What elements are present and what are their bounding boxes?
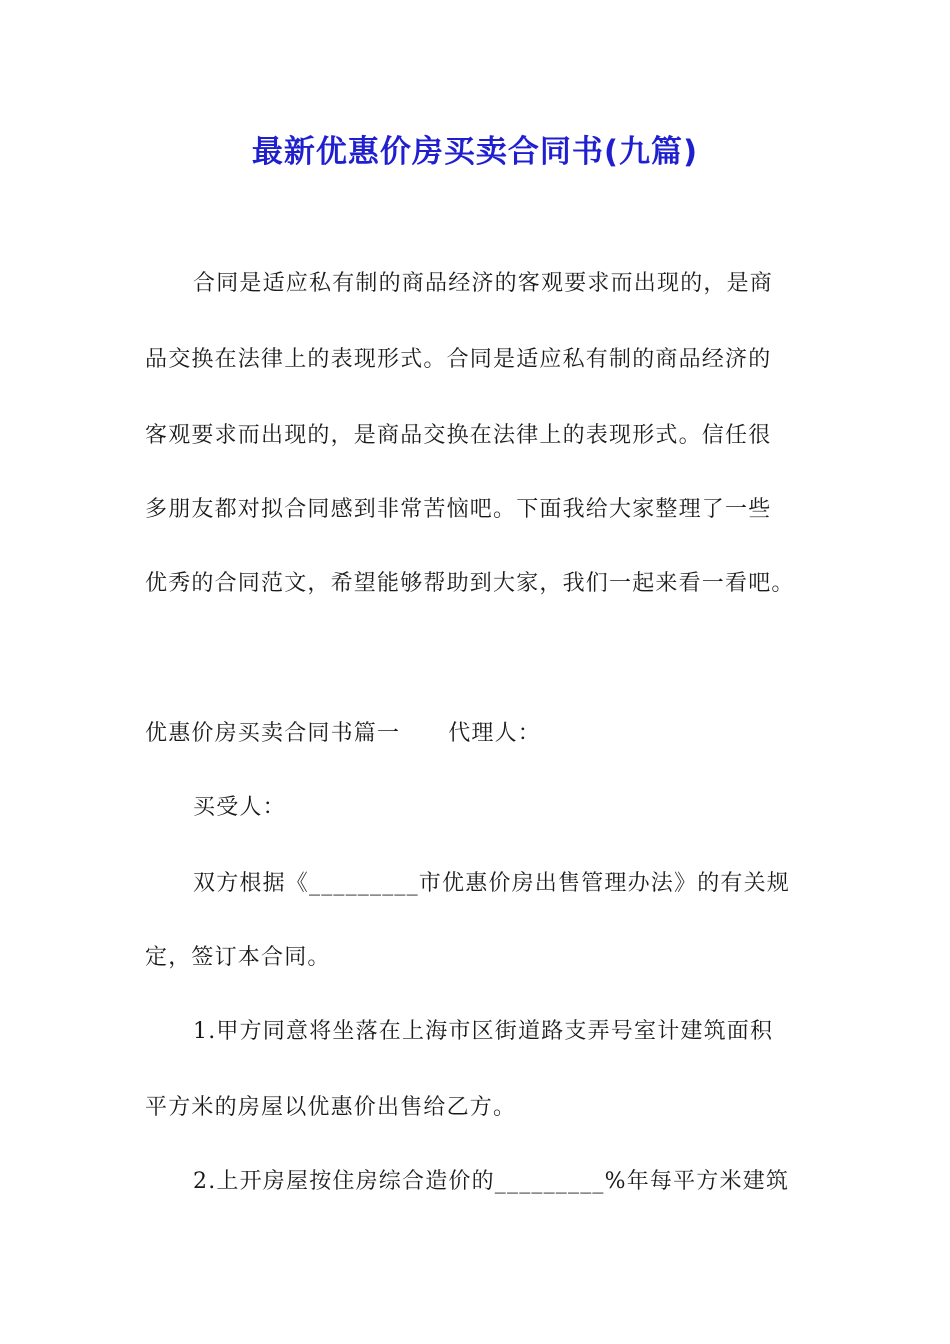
intro-paragraph-line: 合同是适应私有制的商品经济的客观要求而出现的，是商 (193, 271, 774, 296)
basis-paragraph-line: 定，签订本合同。 (145, 945, 331, 970)
clause-1-line: 平方米的房屋以优惠价出售给乙方。 (145, 1095, 517, 1120)
intro-paragraph-line: 客观要求而出现的，是商品交换在法律上的表现形式。信任很 (145, 423, 772, 448)
buyer-label: 买受人： (193, 795, 286, 820)
clause-2-line: 2.上开房屋按住房综合造价的_________%年每平方米建筑 (193, 1169, 790, 1194)
section-heading-row (145, 718, 815, 750)
agent-label: 代理人： (448, 721, 542, 746)
intro-paragraph-line: 多朋友都对拟合同感到非常苦恼吧。下面我给大家整理了一些 (145, 497, 772, 522)
basis-paragraph-line: 双方根据《_________市优惠价房出售管理办法》的有关规 (193, 871, 791, 896)
intro-paragraph-line: 品交换在法律上的表现形式。合同是适应私有制的商品经济的 (145, 347, 772, 372)
intro-paragraph-line: 优秀的合同范文，希望能够帮助到大家，我们一起来看一看吧。 (145, 571, 795, 596)
clause-1-line: 1.甲方同意将坐落在上海市区街道路支弄号室计建筑面积 (193, 1019, 774, 1044)
document-title: 最新优惠价房买卖合同书(九篇) (251, 134, 699, 170)
section-heading: 优惠价房买卖合同书篇一 (145, 721, 401, 746)
